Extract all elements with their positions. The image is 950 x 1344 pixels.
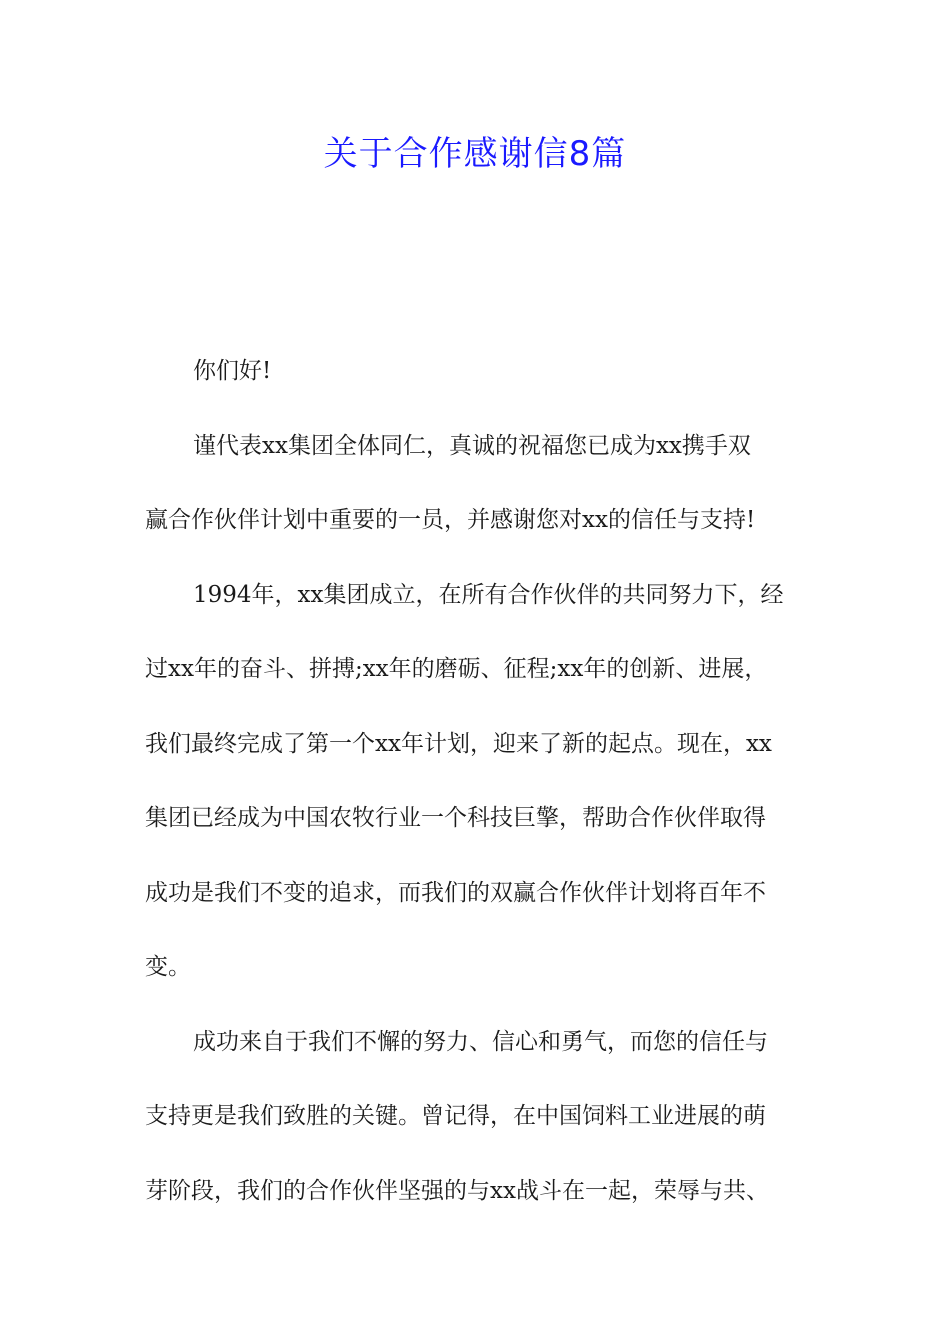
body-line: 变。 (145, 954, 191, 980)
body-line: 成功来自于我们不懈的努力、信心和勇气，而您的信任与 (193, 1028, 768, 1055)
body-line: 芽阶段，我们的合作伙伴坚强的与xx战斗在一起，荣辱与共、 (145, 1177, 769, 1204)
body-line: 谨代表xx集团全体同仁，真诚的祝福您已成为xx携手双 (193, 432, 751, 459)
body-line: 赢合作伙伴计划中重要的一员，并感谢您对xx的信任与支持! (145, 507, 756, 533)
document-body (145, 334, 817, 1228)
body-line: 你们好! (193, 358, 272, 384)
body-line: 1994年，xx集团成立，在所有合作伙伴的共同努力下，经 (193, 581, 784, 608)
body-line: 集团已经成为中国农牧行业一个科技巨擎，帮助合作伙伴取得 (145, 805, 766, 831)
body-line: 过xx年的奋斗、拼搏;xx年的磨砺、征程;xx年的创新、进展， (145, 656, 768, 682)
body-line: 支持更是我们致胜的关键。曾记得，在中国饲料工业进展的萌 (145, 1103, 766, 1129)
body-line: 我们最终完成了第一个xx年计划，迎来了新的起点。现在，xx (145, 730, 772, 757)
document-title: 关于合作感谢信8篇 (323, 134, 627, 174)
body-line: 成功是我们不变的追求，而我们的双赢合作伙伴计划将百年不 (145, 879, 766, 906)
